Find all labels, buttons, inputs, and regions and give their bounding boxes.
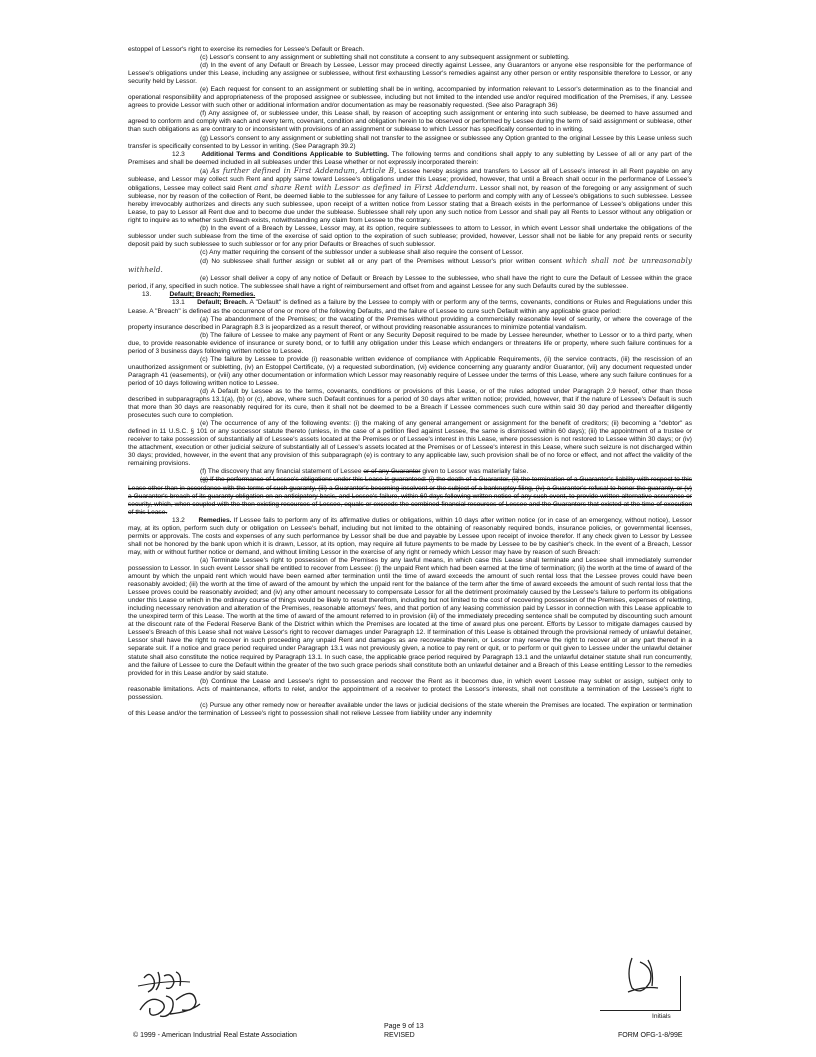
lessor-signature-image	[130, 966, 220, 1026]
clause-text: Lessee hereby assigns and transfers to Lessor all of Lessee's interest in all Rent payable on any sublease, and Lessor may collect such Rent and apply same toward Lessee's obligations under this Lease; provided, however, that until a Breach shall occur in the performance of Lessee's obligations, Lessee may collect said Rent	[128, 167, 692, 192]
paragraph-13-1	[128, 299, 692, 315]
paragraph-12-2g: (g) Lessor's consent to any assignment or subletting shall not transfer to the assignee or sublessee any Option granted to the original Lessee by this Lease unless such transfer is specifically consented to by Lessor in writing. (See Paragraph 39.2)	[128, 134, 692, 150]
initials-label: Initials	[652, 1013, 671, 1020]
paragraph-13-1f	[128, 468, 692, 476]
paragraph-12-3b: (b) In the event of a Breach by Lessee, Lessor may, at its option, require sublessees to attorn to Lessor, in which event Lessor shall undertake the obligations of the sublessor under such sublease from the time of the exercise of said option to the expiration of such sublease; provided, however, Lessor shall not be liable for any prepaid rents or security deposit paid by such sublessee to such sublessor or for any prior Defaults or Breaches of such sublessor.	[128, 225, 692, 249]
paragraph-13-1g-struck: (g) If the performance of Lessee's obligations under this Lease is guaranteed: (i) the death of a Guarantor, (ii) the termination of a Guarantor's liability with respect to this Lease other than in accordance with the terms of such guaranty, (iii) a Guarantor's becoming insolvent or the subject of a bankruptcy filing, (iv) a Guarantor's refusal to honor the guaranty, or (v) a Guarantor's breach of its guaranty obligation on an anticipatory basis, and Lessee's failure, within 60 days following written notice of any such event, to provide written alternative assurance or security, which, when coupled with the then existing resources of Lessee, equals or exceeds the combined financial resources of Lessee and the Guarantors that existed at the time of execution of this Lease.	[128, 476, 692, 516]
clause-text: given to Lessor was materially false.	[420, 468, 529, 476]
copyright-notice: © 1999 - American Industrial Real Estate Association	[133, 1032, 297, 1039]
paragraph: estoppel of Lessor's right to exercise its remedies for Lessee's Default or Breach.	[128, 46, 365, 53]
page-count: Page 9 of 13	[384, 1023, 424, 1030]
paragraph-12-3	[128, 151, 692, 167]
paragraph-13-2	[128, 517, 692, 557]
section-text: If Lessee fails to perform any of its affirmative duties or obligations, within 10 days after written notice (or in case of an emergency, without notice), Lessor may, at its option, perform such duty or obligation on Lessee's behalf, including but not limited to the obtaining of reasonably required bonds, insurance policies, or governmental licenses, permits or approvals. The costs and expenses of any such performance by Lessor shall be due and payable by Lessee upon receipt of invoice therefor. If any check given to Lessor by Lessee shall not be honored by the bank upon which it is drawn, Lessor, at its option, may require all future payments to be made by Lessee to be by cashier's check. In the event of a Breach, Lessor may, with or without further notice or demand, and without limiting Lessor in the exercise of any right or remedy which Lessor may have by reason of such Breach:	[128, 516, 692, 556]
form-number: FORM OFG-1-8/99E	[618, 1032, 683, 1039]
section-text: A "Default" is defined as a failure by the Lessee to comply with or perform any of the terms, covenants, conditions or Rules and Regulations under this Lease. A "Breach" is defined as the occurrence of one or more of the following Defaults, and the failure of Lessee to cure such Default within any applicable grace period:	[128, 299, 692, 315]
section-number: 13.	[142, 291, 152, 299]
revised-label: REVISED	[384, 1031, 415, 1039]
section-number: 12.3	[172, 150, 185, 158]
paragraph-12-2e: (e) Each request for consent to an assignment or subletting shall be in writing, accompanied by information relevant to Lessor's determination as to the financial and operational responsibility and appropriateness of the proposed assignee or sublessee, including but not limited to the intended use and/or required modification of the Premises, if any. Lessee agrees to provide Lessor with such other or additional information and/or documentation as may be reasonably requested. (See also Paragraph 36)	[128, 86, 692, 110]
paragraph-12-3e: (e) Lessor shall deliver a copy of any notice of Default or Breach by Lessee to the sublessee, who shall have the right to cure the Default of Lessee within the grace period, if any, specified in such notice. The sublessee shall have a right of reimbursement and offset from and against Lessee for any such Defaults cured by the sublessee.	[128, 275, 692, 291]
clause-label: (a)	[200, 167, 211, 175]
section-title: Default; Breach.	[197, 299, 248, 307]
handwritten-insert: As further defined in First Addendum, Article B,	[210, 165, 397, 175]
paragraph-13-2c: (c) Pursue any other remedy now or hereafter available under the laws or judicial decisions of the state wherein the Premises are located. The expiration or termination of this Lease and/or the termination of Lessee's right to possession shall not relieve Lessee from liability under any indemnity	[128, 701, 692, 717]
paragraph-12-3a	[128, 167, 692, 225]
clause-text: (d) No sublessee shall further assign or sublet all or any part of the Premises without Lessor's prior written consent	[200, 258, 566, 266]
lease-body	[128, 46, 692, 718]
page-number	[384, 1023, 424, 1040]
paragraph-13-1e: (e) The occurrence of any of the following events: (i) the making of any general arrangement or assignment for the benefit of creditors; (ii) becoming a "debtor" as defined in 11 U.S.C. § 101 or any successor statute thereto (unless, in the case of a petition filed against Lessee, the same is dismissed within 60 days); (iii) the appointment of a trustee or receiver to take possession of substantially all of Lessee's assets located at the Premises or of Lessee's interest in this Lease, where possession is not restored to Lessee within 30 days; or (iv) the attachment, execution or other judicial seizure of substantially all of Lessee's assets located at the Premises or of Lessee's interest in this Lease, where such seizure is not discharged within 30 days; provided, however, in the event that any provision of this subparagraph (e) is contrary to any applicable law, such provision shall be of no force or effect, and not affect the validity of the remaining provisions.	[128, 420, 692, 468]
paragraph-12-3d	[128, 257, 692, 275]
initials-box	[600, 976, 681, 1011]
struck-text: or of any Guarantor	[363, 468, 421, 476]
section-title: Additional Terms and Conditions Applicable to Subletting.	[201, 150, 389, 158]
paragraph-12-3c: (c) Any matter requiring the consent of the sublessor under a sublease shall also require the consent of Lessor.	[200, 249, 524, 257]
handwritten-insert: and share Rent with Lessor as defined in First Addendum.	[254, 182, 478, 192]
paragraph-13-1a: (a) The abandonment of the Premises; or the vacating of the Premises without providing a commercially reasonable level of security, or where the coverage of the property insurance described in Paragraph 8.3 is jeopardized as a result thereof, or without providing reasonable assurances to minimize potential vandalism.	[128, 315, 692, 331]
section-13-heading	[128, 291, 692, 299]
section-number: 13.1	[172, 299, 185, 307]
section-number: 13.2	[172, 516, 185, 524]
paragraph-13-2a: (a) Terminate Lessee's right to possession of the Premises by any lawful means, in which case this Lease shall terminate and Lessee shall immediately surrender possession to Lessor. In such event Lessor shall be entitled to recover from Lessee: (i) the unpaid Rent which had been earned at the time of termination; (ii) the worth at the time of award of the amount by which the unpaid rent which would have been earned after termination until the time of award exceeds the amount of such rental loss that the Lessee proves could have been reasonably avoided; (iii) the worth at the time of award of the amount by which the unpaid rent for the balance of the term after the time of award exceeds the amount of such rental loss that the Lessee proves could be reasonably avoided; and (iv) any other amount necessary to compensate Lessor for all the detriment proximately caused by the Lessee's failure to perform its obligations under this Lease or which in the ordinary course of things would be likely to result therefrom, including but not limited to the cost of recovering possession of the Premises, expenses of reletting, including necessary renovation and alteration of the Premises, reasonable attorneys' fees, and that portion of any leasing commission paid by Lessor in connection with this Lease applicable to the unexpired term of this Lease. The worth at the time of award of the amount referred to in provision (iii) of the immediately preceding sentence shall be computed by discounting such amount at the discount rate of the Federal Reserve Bank of the District within which the Premises are located at the time of award plus one percent. Efforts by Lessor to mitigate damages caused by Lessee's Breach of this Lease shall not waive Lessor's right to recover damages under Paragraph 12. If termination of this Lease is obtained through the provisional remedy of unlawful detainer, Lessor shall have the right to recover in such proceeding any unpaid Rent and damages as are recoverable therein, or Lessor may reserve the right to recover all or any part thereof in a separate suit. If a notice and grace period required under Paragraph 13.1 was not previously given, a notice to pay rent or quit, or to perform or quit given to Lessee under the unlawful detainer statute shall also constitute the notice required by Paragraph 13.1. In such case, the applicable grace period required by Paragraph 13.1 and the unlawful detainer statute shall run concurrently, and the failure of Lessee to cure the Default within the greater of the two such grace periods shall constitute both an unlawful detainer and a Breach of this Lease entitling Lessor to the remedies provided for in this Lease and/or by said statute.	[128, 556, 692, 677]
paragraph-13-1b: (b) The failure of Lessee to make any payment of Rent or any Security Deposit required to be made by Lessee hereunder, whether to Lessor or to a third party, when due, to provide reasonable evidence of insurance or surety bond, or to fulfill any obligation under this Lease which endangers or threatens life or property, where such failure continues for a period of 3 business days following written notice to Lessee.	[128, 331, 692, 355]
handwritten-insert: which shall not be unreasonably withheld.	[128, 256, 693, 275]
paragraph-12-2c: (c) Lessor's consent to any assignment or subletting shall not constitute a consent to any subsequent assignment or subletting.	[200, 54, 570, 62]
clause-text: (f) The discovery that any financial statement of Lessee	[200, 468, 364, 476]
paragraph-12-2f: (f) Any assignee of, or sublessee under, this Lease shall, by reason of accepting such assignment or entering into such sublease, be deemed to have assumed and agreed to conform and comply with each and every term, covenant, condition and obligation herein to be observed or performed by Lessee during the term of said assignment or sublease, other than such obligations as are contrary to or inconsistent with provisions of an assignment or sublease to which Lessor has specifically consented to in writing.	[128, 110, 692, 134]
section-title: Default; Breach; Remedies.	[169, 291, 256, 299]
paragraph-12-2d: (d) In the event of any Default or Breach by Lessee, Lessor may proceed directly against Lessee, any Guarantors or anyone else responsible for the performance of Lessee's obligations under this Lease, including any assignee or sublessee, without first exhausting Lessor's remedies against any other person or entity responsible therefore to Lessor, or any security held by Lessor.	[128, 62, 692, 86]
paragraph-13-1d: (d) A Default by Lessee as to the terms, covenants, conditions or provisions of this Lease, or of the rules adopted under Paragraph 2.9 hereof, other than those described in subparagraphs 13.1(a), (b) or (c), above, where such Default continues for a period of 30 days after written notice; provided, however, that if the nature of Lessee's Default is such that more than 30 days are reasonably required for its cure, then it shall not be deemed to be a Breach if Lessee commences such cure within said 30 day period and thereafter diligently prosecutes such cure to completion.	[128, 387, 692, 420]
paragraph-13-2b: (b) Continue the Lease and Lessee's right to possession and recover the Rent as it becomes due, in which event Lessee may sublet or assign, subject only to reasonable limitations. Acts of maintenance, efforts to relet, and/or the appointment of a receiver to protect the Lessor's interests, shall not constitute a termination of the Lessee's right to possession.	[128, 677, 692, 701]
section-title: Remedies.	[198, 516, 232, 524]
section-text: The following terms and conditions shall apply to any subletting by Lessee of all or any part of the Premises and shall be deemed included in all subleases under this Lease whether or not expressly incorporated therein:	[128, 150, 692, 166]
paragraph-13-1c: (c) The failure by Lessee to provide (i) reasonable written evidence of compliance with Applicable Requirements, (ii) the service contracts, (iii) the rescission of an unauthorized assignment or subletting, (iv) an Estoppel Certificate, (v) a requested subordination, (vi) evidence concerning any guaranty and/or Guarantor, (vii) any document requested under Paragraph 41 (easements), or (viii) any other documentation or information which Lessor may reasonably require of Lessee under the terms of this Lease, where any such failure continues for a period of 10 days following written notice to Lessee.	[128, 355, 692, 387]
clause-text: Lessor shall not, by reason of the foregoing or any assignment of such sublease, nor by reason of the collection of Rent, be deemed liable to the sublessee for any failure of Lessee to perform and comply with any of Lessee's obligations to such sublessee. Lessee hereby irrevocably authorizes and directs any such sublessee, upon receipt of a written notice from Lessor stating that a Breach exists in the performance of Lessee's obligations under this Lease, to pay to Lessor all Rent due and to become due under the sublease. Sublessee shall rely upon any such notice from Lessor and shall pay all Rents to Lessor without any obligation or right to inquire as to whether such Breach exists, notwithstanding any claim from Lessee to the contrary.	[128, 184, 692, 224]
